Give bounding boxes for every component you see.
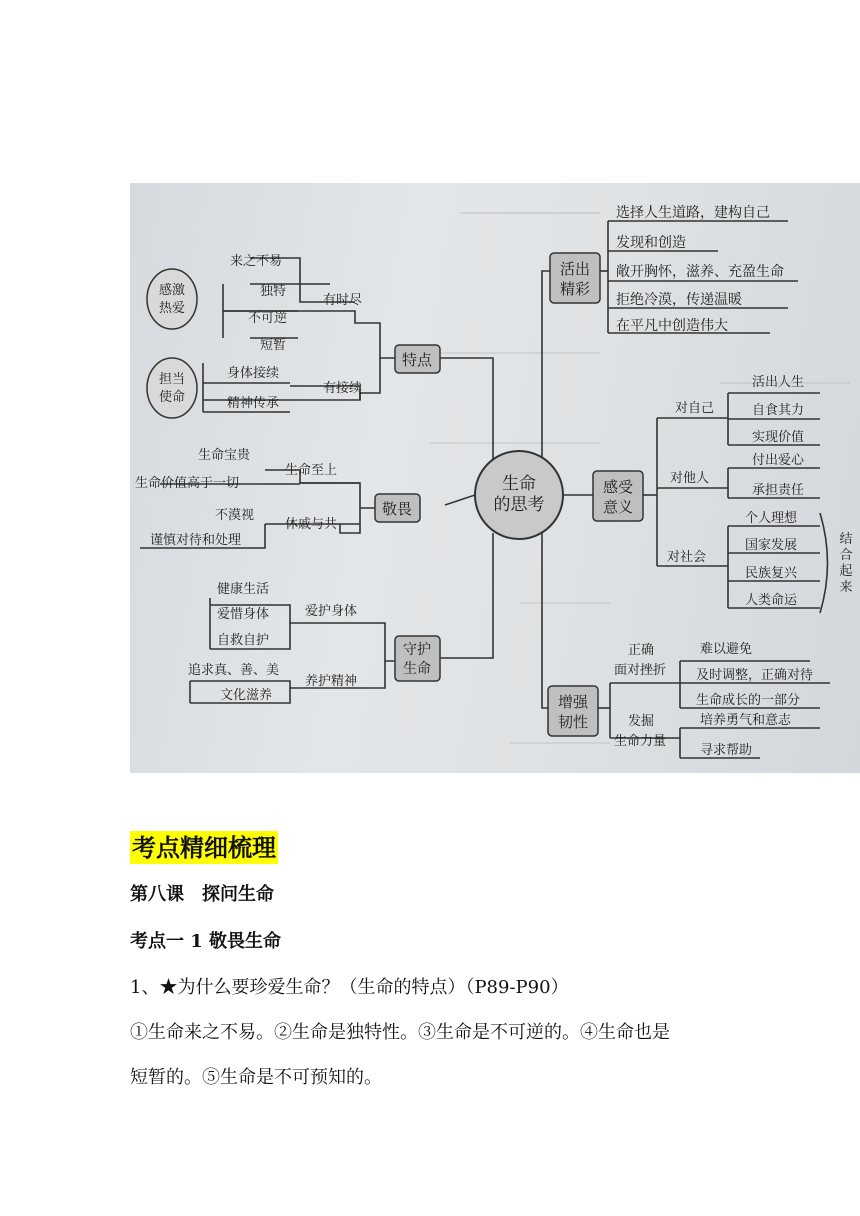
tedian-label: 特点 [401, 351, 433, 369]
ganshou-line1: 感受 [602, 478, 634, 496]
dandang-line1: 担当 [158, 372, 186, 387]
ziji-item-1: 自食其力 [752, 403, 805, 418]
huochu-item-4: 在平凡中创造伟大 [616, 318, 728, 334]
answer-line-1: ①生命来之不易。②生命是独特性。③生命是不可逆的。④生命也是 [130, 1022, 670, 1043]
ziji-item-0: 活出人生 [752, 375, 805, 390]
shehui-item-3: 人类命运 [745, 593, 798, 608]
xiuqi-item-1: 谨慎对待和处理 [150, 533, 242, 548]
lesson-heading: 第八课 探问生命 [130, 884, 274, 905]
gande-line1: 感激 [158, 283, 186, 298]
yanghu-item-0: 追求真、善、美 [188, 663, 280, 678]
huochu-item-2: 敞开胸怀，滋养、充盈生命 [616, 264, 784, 280]
section-title-highlight: 考点精细梳理 [132, 833, 276, 862]
jingwei-label: 敬畏 [381, 500, 413, 518]
jiehe-3: 来 [839, 580, 853, 595]
yanghu-item-1: 文化滋养 [220, 688, 273, 703]
zhishang-item-0: 生命宝贵 [198, 448, 251, 463]
taren-label: 对他人 [670, 471, 710, 486]
youjin-item-3: 短暂 [260, 338, 287, 353]
jiehe-2: 起 [839, 564, 853, 579]
ganshou-line2: 意义 [602, 498, 634, 516]
youjin-item-0: 来之不易 [230, 254, 283, 269]
aihu-item-1: 爱惜身体 [217, 607, 270, 622]
shehui-item-1: 国家发展 [745, 538, 798, 553]
zhishang-item-1: 生命价值高于一切 [135, 476, 240, 491]
liliang-item-0: 培养勇气和意志 [700, 713, 792, 728]
question-line: 1、★为什么要珍爱生命？（生命的特点）（P89-P90） [130, 977, 569, 998]
jiehe-1: 合 [839, 548, 853, 563]
huochu-line2: 精彩 [559, 280, 591, 298]
jiehe-0: 结 [839, 532, 853, 547]
taren-item-0: 付出爱心 [752, 453, 805, 468]
huochu-line1: 活出 [559, 260, 591, 278]
node-shouhu [188, 581, 440, 703]
shouhu-line1: 守护 [403, 642, 431, 658]
cuozhe-line1: 正确 [628, 643, 655, 658]
cuozhe-item-0: 难以避免 [700, 642, 753, 657]
zhishang-label: 生命至上 [285, 463, 338, 478]
zengqiang-line2: 韧性 [557, 713, 589, 731]
node-tedian [147, 253, 440, 418]
dandang-line2: 使命 [158, 390, 186, 405]
section-title [130, 828, 278, 863]
youjin-item-2: 不可逆 [248, 311, 288, 326]
youjx-item-0: 身体接续 [227, 366, 280, 381]
mindmap-photo [130, 183, 860, 773]
shehui-label: 对社会 [667, 550, 707, 565]
yanghu-label: 养护精神 [305, 674, 358, 689]
aihu-item-2: 自救自护 [217, 633, 270, 648]
ziji-item-2: 实现价值 [752, 430, 805, 445]
xiuqi-label: 休戚与共 [285, 517, 338, 532]
cuozhe-item-1: 及时调整，正确对待 [696, 668, 814, 683]
huochu-item-1: 发现和创造 [616, 235, 686, 251]
liliang-line1: 发掘 [628, 714, 655, 729]
youjin-item-1: 独特 [260, 284, 287, 299]
node-jingwei [135, 447, 420, 548]
youjx-label: 有接续 [323, 381, 363, 396]
center-node [475, 451, 563, 539]
huochu-item-3: 拒绝冷漠，传递温暖 [616, 292, 742, 308]
center-line2: 的思考 [493, 495, 545, 515]
node-ganshou [593, 374, 853, 608]
liliang-line2: 生命力量 [614, 734, 667, 749]
gande-line2: 热爱 [158, 301, 186, 316]
cuozhe-item-2: 生命成长的一部分 [696, 693, 801, 708]
center-line1: 生命 [502, 474, 536, 494]
shehui-item-0: 个人理想 [745, 511, 798, 526]
zengqiang-line1: 增强 [557, 693, 589, 711]
taren-item-1: 承担责任 [752, 483, 805, 498]
aihu-label: 爱护身体 [305, 604, 358, 619]
youjx-item-1: 精神传承 [227, 396, 280, 411]
answer-line-2: 短暂的。⑤生命是不可预知的。 [130, 1067, 382, 1088]
shehui-item-2: 民族复兴 [745, 566, 798, 581]
shouhu-line2: 生命 [403, 661, 431, 677]
youjin-label: 有时尽 [323, 293, 363, 308]
cuozhe-line2: 面对挫折 [614, 663, 667, 678]
point-heading: 考点一 1 敬畏生命 [130, 931, 282, 952]
xiuqi-item-0: 不漠视 [215, 508, 255, 523]
aihu-item-0: 健康生活 [217, 582, 270, 597]
node-huochu [550, 204, 784, 334]
huochu-item-0: 选择人生道路，建构自己 [616, 205, 770, 221]
ziji-label: 对自己 [675, 401, 715, 416]
liliang-item-1: 寻求帮助 [700, 743, 753, 758]
